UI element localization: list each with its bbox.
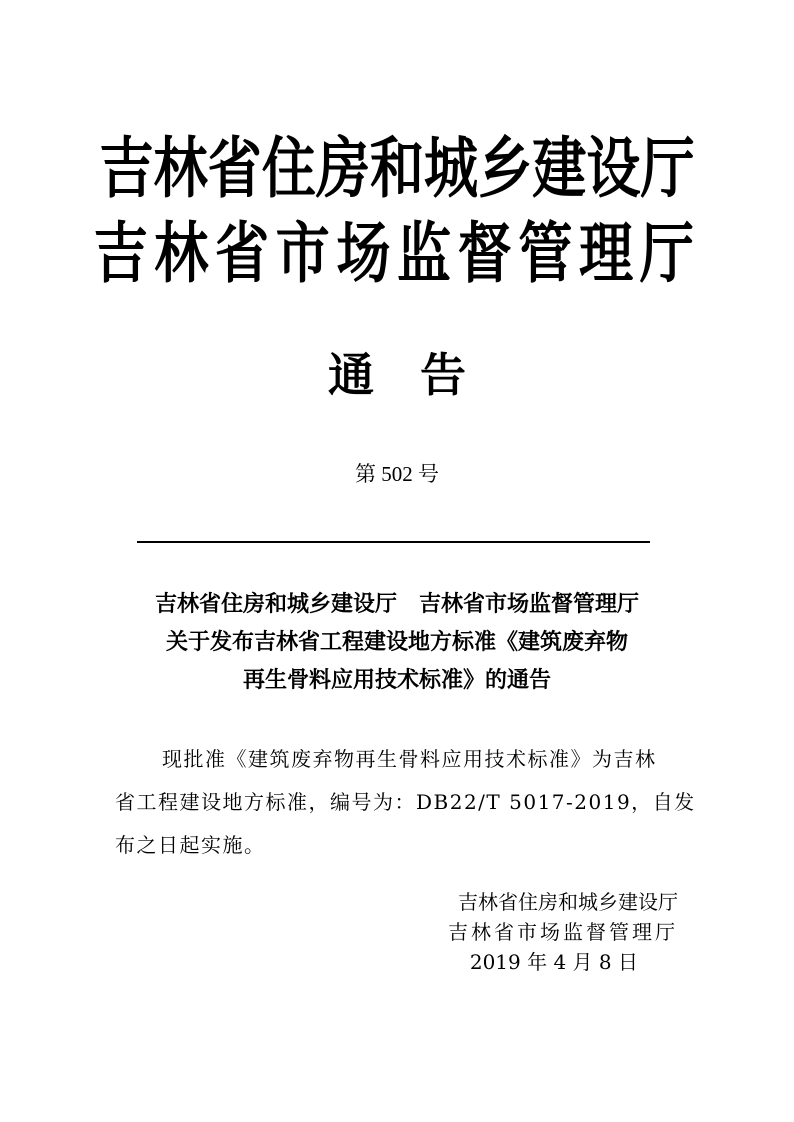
notice-number: 第 502 号	[355, 462, 439, 486]
signature-agency-housing: 吉林省住房和城乡建设厅	[458, 890, 678, 914]
body-text-line-2: 省工程建设地方标准，编号为：DB22/T 5017-2019，自发	[115, 790, 696, 814]
header-divider	[137, 541, 650, 543]
body-text-line-1: 现批准《建筑废弃物再生骨料应用技术标准》为吉林	[162, 747, 657, 771]
issuing-agency-market: 吉林省市场监督管理厅	[93, 214, 701, 292]
subject-line-1: 吉林省住房和城乡建设厅 吉林省市场监督管理厅	[154, 591, 639, 617]
subject-line-3: 再生骨料应用技术标准》的通告	[242, 667, 551, 693]
body-text-line-3: 布之日起实施。	[115, 833, 266, 857]
signature-agency-market: 吉林省市场监督管理厅	[448, 920, 678, 944]
subject-line-2: 关于发布吉林省工程建设地方标准《建筑废弃物	[165, 629, 628, 655]
notice-title: 通 告	[328, 348, 466, 402]
issuing-agency-housing: 吉林省住房和城乡建设厅	[99, 129, 695, 207]
signature-date: 2019 年 4 月 8 日	[469, 950, 638, 974]
